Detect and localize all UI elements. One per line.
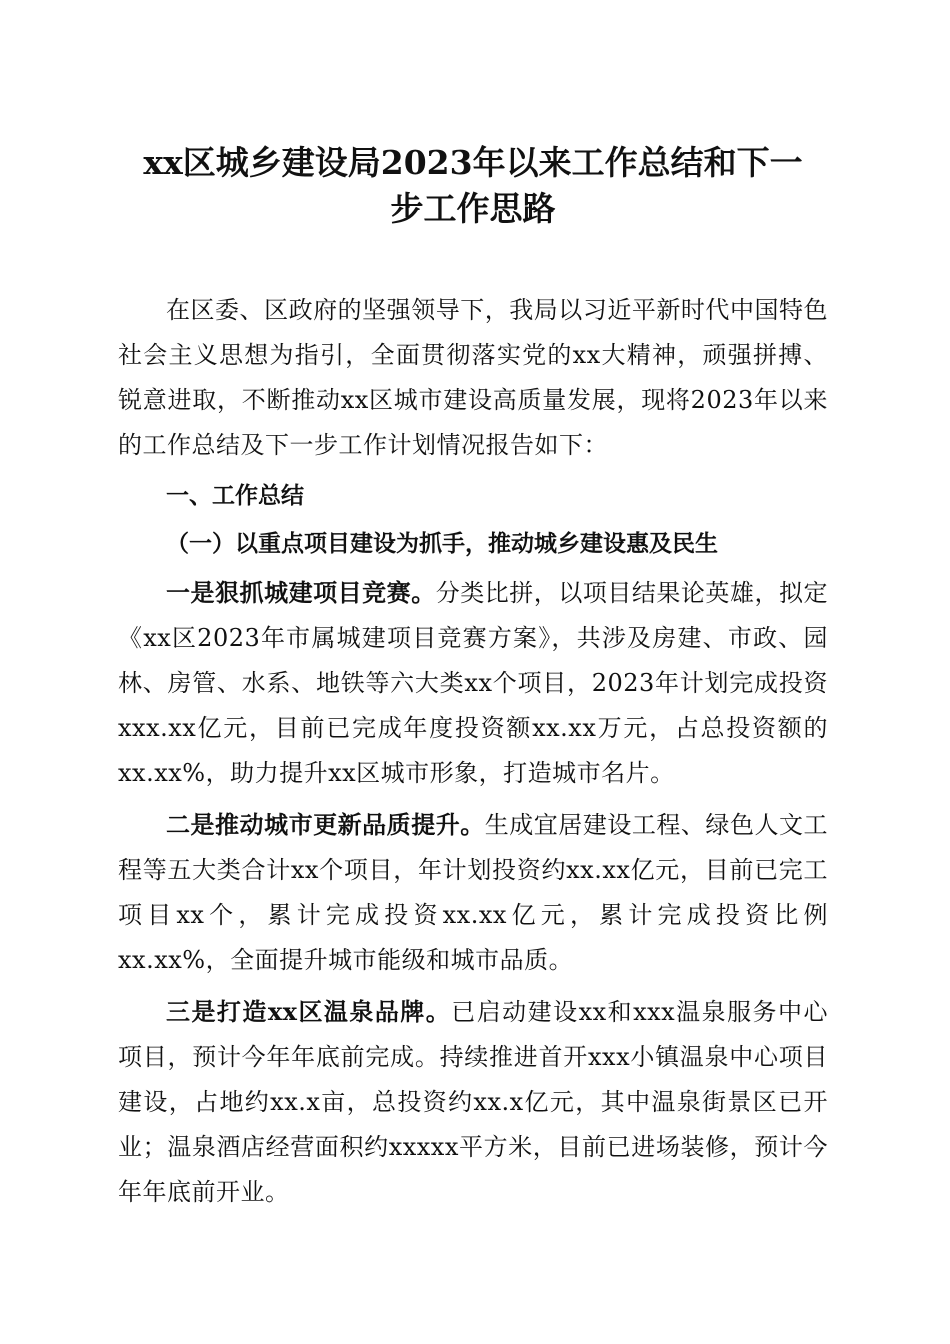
paragraph-item-2 xyxy=(118,802,828,983)
paragraph-item-3-body: 已启动建设xx和xxx温泉服务中心项目，预计今年年底前完成。持续推进首开xxx小镇温泉中心项目建设，占地约xx.x亩，总投资约xx.x亿元，其中温泉街景区已开业；温泉酒店经营面积约xxxxx平方米，目前已进场装修，预计今年年底前开业。 xyxy=(118,998,828,1206)
paragraph-item-1-lead: 一是狠抓城建项目竞赛。 xyxy=(166,578,436,607)
document-body xyxy=(118,140,828,1221)
paragraph-item-2-body: 生成宜居建设工程、绿色人文工程等五大类合计xx个项目，年计划投资约xx.xx亿元，目前已完工项目xx个，累计完成投资xx.xx亿元，累计完成投资比例xx.xx%，全面提升城市能级和城市品质。 xyxy=(118,811,828,974)
paragraph-item-1 xyxy=(118,570,828,796)
document-title xyxy=(118,140,828,232)
intro-paragraph: 在区委、区政府的坚强领导下，我局以习近平新时代中国特色社会主义思想为指引，全面贯彻落实党的xx大精神，顽强拼搏、锐意进取，不断推动xx区城市建设高质量发展，现将2023年以来的工作总结及下一步工作计划情况报告如下： xyxy=(118,296,828,459)
section-heading-work-summary: 一、工作总结 xyxy=(166,483,304,509)
paragraph-item-1-body: 分类比拼，以项目结果论英雄，拟定《xx区2023年市属城建项目竞赛方案》，共涉及房建、市政、园林、房管、水系、地铁等六大类xx个项目，2023年计划完成投资xxx.xx亿元，目前已完成年度投资额xx.xx万元，占总投资额的xx.xx%，助力提升xx区城市形象，打造城市名片。 xyxy=(118,579,829,787)
subsection-heading-key-projects: （一）以重点项目建设为抓手，推动城乡建设惠及民生 xyxy=(166,530,718,557)
title-line-2: 步工作思路 xyxy=(390,189,556,228)
title-line-1: xx区城乡建设局2023年以来工作总结和下一 xyxy=(143,143,803,182)
paragraph-item-2-lead: 二是推动城市更新品质提升。 xyxy=(166,810,485,839)
paragraph-item-3-lead: 三是打造xx区温泉品牌。 xyxy=(166,997,452,1026)
paragraph-item-3 xyxy=(118,989,828,1215)
